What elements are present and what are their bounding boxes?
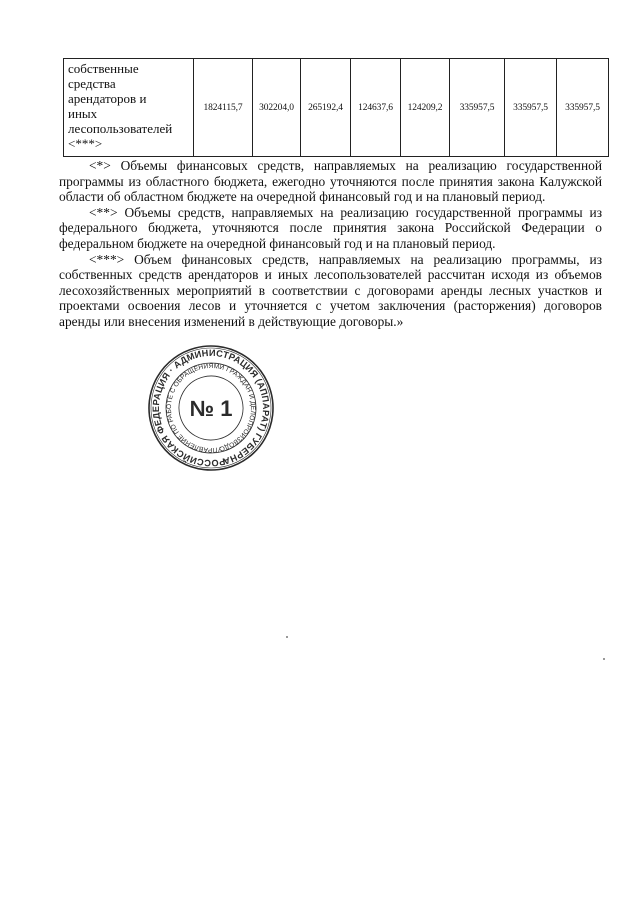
stamp-inner-text: УПРАВЛЕНИЕ ПО РАБОТЕ С ОБРАЩЕНИЯМИ ГРАЖДАН И ДЕЛОПРОИЗВОДСТВУ [165,362,257,454]
table-cell: 335957,5 [450,59,505,157]
table-cell: 124637,6 [351,59,401,157]
footnotes [59,158,602,330]
footnote-regional-budget: <*> Объемы финансовых средств, направляемых на реализацию государственной программы из областного бюджета, ежегодно уточняются после принятия закона Калужской области об областном бюджете на очередной финансовый год и на плановый период. [59,158,602,205]
table-cell: 124209,2 [401,59,450,157]
label-line: иных [68,106,98,121]
stamp-outer-text: РОССИЙСКАЯ ФЕДЕРАЦИЯ · АДМИНИСТРАЦИЯ (АППАРАТ) ГУБЕРНАТОРА [150,347,272,469]
table-cell: 302204,0 [253,59,301,157]
table-row-label [64,59,194,157]
table-cell: 265192,4 [301,59,351,157]
financing-table-fragment [63,58,609,157]
stamp-number: № 1 [189,396,233,421]
label-line: лесопользователей [68,121,173,136]
label-line: собственные [68,61,139,76]
scan-speck [603,658,605,660]
footnote-lessees-funds: <***> Объем финансовых средств, направляемых на реализацию программы, из собственных средств арендаторов и иных лесопользователей рассчитан исходя из объемов лесохозяйственных мероприятий в соответствии с договорами аренды лесных участков и проектами освоения лесов и уточняется с учетом заключения (расторжения) договоров аренды или внесения изменений в действующие договоры.» [59,251,602,329]
table-cell: 335957,5 [505,59,557,157]
official-stamp [146,343,276,473]
label-line: средства [68,76,116,91]
table-cell: 1824115,7 [194,59,253,157]
table-cell: 335957,5 [557,59,609,157]
scan-speck [286,636,288,638]
footnote-federal-budget: <**> Объемы средств, направляемых на реализацию государственной программы из федерального бюджета, уточняются после принятия закона Российской Федерации о федеральном бюджете на очередной финансовый год и на плановый период. [59,204,602,251]
label-line: арендаторов и [68,91,147,106]
label-line: <***> [68,136,103,151]
table-row [64,59,609,157]
